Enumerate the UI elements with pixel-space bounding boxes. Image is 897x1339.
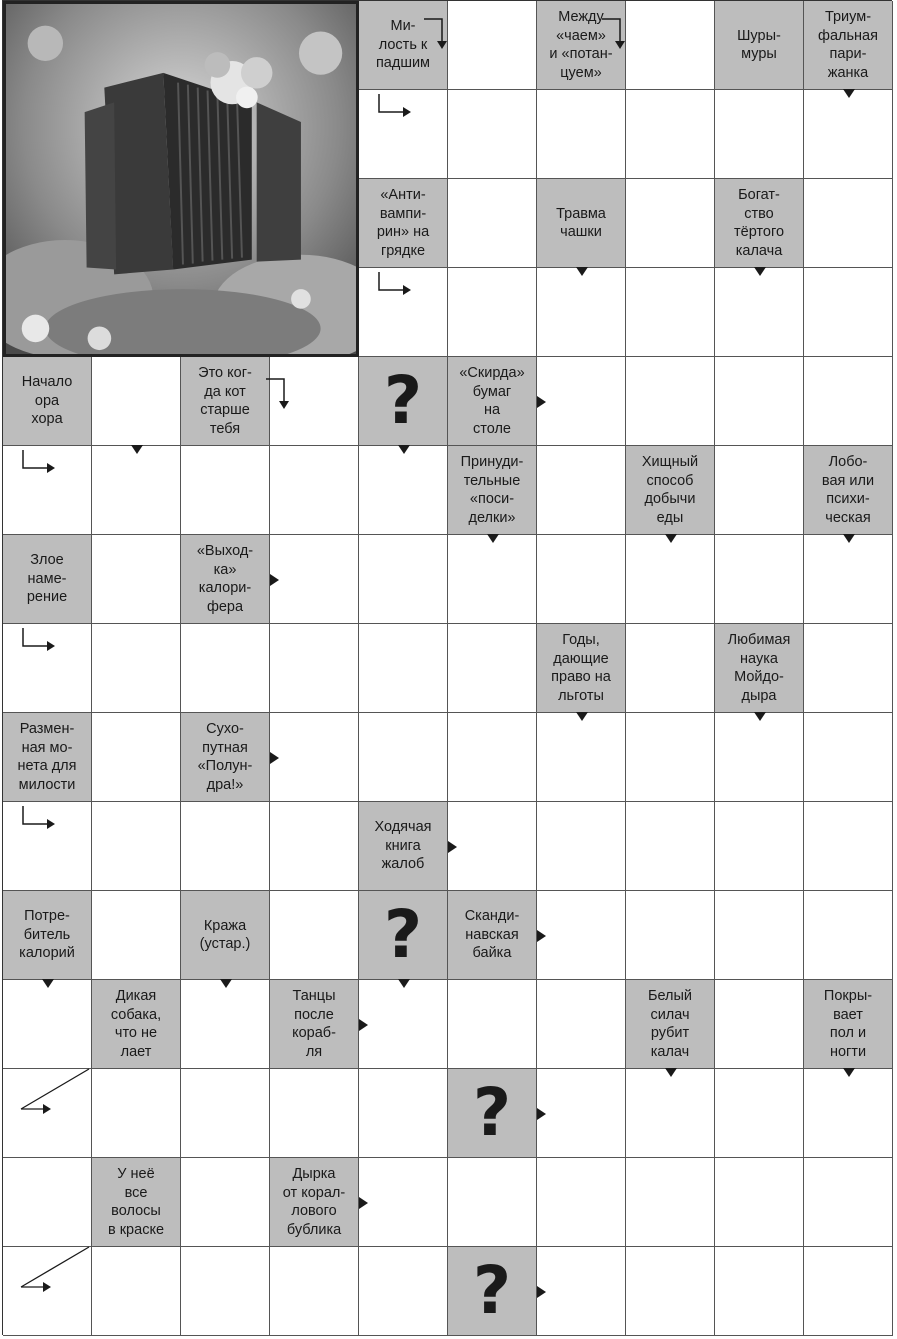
clue-cell-c19 xyxy=(181,713,270,802)
clue-text: Ми- лость к падшим xyxy=(375,18,431,72)
question-mark-icon: ? xyxy=(383,362,423,439)
answer-cell[interactable] xyxy=(3,980,92,1069)
answer-cell[interactable] xyxy=(359,535,448,624)
question-mark-cell xyxy=(359,891,448,980)
answer-cell[interactable] xyxy=(181,802,270,891)
clue-text: Покры- вает пол и ногти xyxy=(823,988,873,1060)
answer-cell[interactable] xyxy=(715,90,804,179)
answer-cell[interactable] xyxy=(181,1158,270,1247)
answer-cell[interactable] xyxy=(715,357,804,446)
bent-arrow-icon xyxy=(377,272,417,312)
answer-cell[interactable] xyxy=(181,1069,270,1158)
clue-text: У неё все волосы в краске xyxy=(107,1166,165,1238)
answer-cell[interactable] xyxy=(626,713,715,802)
down-arrow-icon xyxy=(398,445,410,454)
answer-cell[interactable] xyxy=(448,1158,537,1247)
down-arrow-icon xyxy=(42,979,54,988)
clue-cell-c9 xyxy=(181,357,270,446)
answer-cell[interactable] xyxy=(270,535,359,624)
answer-cell[interactable] xyxy=(537,980,626,1069)
answer-cell[interactable] xyxy=(804,713,893,802)
clue-text: Потре- битель калорий xyxy=(19,908,75,962)
clue-text: Дикая собака, что не лает xyxy=(110,988,162,1060)
clue-cell-c5 xyxy=(359,179,448,268)
right-arrow-icon xyxy=(359,1019,368,1031)
clue-text: Сканди- навская байка xyxy=(464,908,520,962)
clue-text: Начало ора хора xyxy=(21,374,73,428)
answer-cell[interactable] xyxy=(804,90,893,179)
answer-cell[interactable] xyxy=(359,1158,448,1247)
clue-text: Злое наме- рение xyxy=(26,552,68,606)
answer-cell[interactable] xyxy=(270,624,359,713)
down-arrow-icon xyxy=(131,445,143,454)
answer-cell[interactable] xyxy=(537,713,626,802)
answer-cell[interactable] xyxy=(715,1247,804,1336)
answer-cell[interactable] xyxy=(715,535,804,624)
diagonal-arrow-icon xyxy=(19,1069,99,1119)
clue-cell-c25 xyxy=(270,980,359,1069)
bent-arrow-icon xyxy=(21,628,61,668)
down-arrow-icon xyxy=(754,267,766,276)
clue-text: Травма чашки xyxy=(556,205,606,240)
answer-cell[interactable] xyxy=(537,802,626,891)
answer-cell[interactable] xyxy=(359,624,448,713)
bent-arrow-icon xyxy=(377,94,417,134)
answer-cell[interactable] xyxy=(715,1158,804,1247)
answer-cell[interactable] xyxy=(448,90,537,179)
answer-cell[interactable] xyxy=(626,1069,715,1158)
answer-cell[interactable] xyxy=(537,891,626,980)
clue-cell-c14 xyxy=(3,535,92,624)
clue-text: Шуры- муры xyxy=(737,27,781,62)
question-mark-icon: ? xyxy=(472,1074,512,1151)
answer-cell[interactable] xyxy=(359,980,448,1069)
clue-text: Это ког- да кот старше тебя xyxy=(198,365,252,437)
clue-cell-c24 xyxy=(92,980,181,1069)
clue-cell-c28 xyxy=(92,1158,181,1247)
down-arrow-icon xyxy=(398,979,410,988)
clue-cell-c20 xyxy=(359,802,448,891)
clue-text: Размен- ная мо- нета для милости xyxy=(17,721,77,793)
answer-cell[interactable] xyxy=(270,802,359,891)
clue-text: Танцы после кораб- ля xyxy=(292,988,336,1060)
down-arrow-icon xyxy=(843,1068,855,1077)
clue-cell-c6 xyxy=(537,179,626,268)
answer-cell[interactable] xyxy=(181,1247,270,1336)
right-arrow-icon xyxy=(359,1197,368,1209)
clue-cell-c4 xyxy=(804,1,893,90)
clue-text: Кража (устар.) xyxy=(199,917,251,952)
right-arrow-icon xyxy=(537,1286,546,1298)
clue-text: Ходячая книга жалоб xyxy=(374,819,432,873)
answer-cell[interactable] xyxy=(537,268,626,357)
answer-cell[interactable] xyxy=(715,1069,804,1158)
answer-cell[interactable] xyxy=(804,891,893,980)
answer-cell[interactable] xyxy=(626,624,715,713)
clue-text: Между «чаем» и «потан- цуем» xyxy=(549,9,613,81)
answer-cell[interactable] xyxy=(804,535,893,624)
answer-cell[interactable] xyxy=(448,980,537,1069)
clue-cell-c10 xyxy=(448,357,537,446)
answer-cell[interactable] xyxy=(626,179,715,268)
clue-text: Любимая наука Мойдо- дыра xyxy=(727,632,791,704)
answer-cell[interactable] xyxy=(92,535,181,624)
right-arrow-icon xyxy=(270,574,279,586)
answer-cell[interactable] xyxy=(804,1069,893,1158)
diagonal-arrow-icon xyxy=(19,1247,99,1297)
answer-cell[interactable] xyxy=(804,268,893,357)
question-mark-cell xyxy=(448,1247,537,1336)
clue-text: Хищный способ добычи еды xyxy=(641,454,699,526)
answer-cell[interactable] xyxy=(804,802,893,891)
answer-cell[interactable] xyxy=(448,624,537,713)
clue-cell-c3 xyxy=(715,1,804,90)
clue-text: Сухо- путная «Полун- дра!» xyxy=(197,721,253,793)
answer-cell[interactable] xyxy=(626,357,715,446)
answer-cell[interactable] xyxy=(715,891,804,980)
right-arrow-icon xyxy=(448,841,457,853)
answer-cell[interactable] xyxy=(626,1158,715,1247)
answer-cell[interactable] xyxy=(448,179,537,268)
clue-cell-c17 xyxy=(715,624,804,713)
bent-arrow-icon xyxy=(21,806,61,846)
answer-cell[interactable] xyxy=(92,1247,181,1336)
answer-cell[interactable] xyxy=(448,535,537,624)
down-arrow-icon xyxy=(487,534,499,543)
answer-cell[interactable] xyxy=(715,980,804,1069)
clue-text: «Скирда» бумаг на столе xyxy=(459,365,525,437)
clue-text: «Анти- вампи- рин» на грядке xyxy=(376,187,430,259)
answer-cell[interactable] xyxy=(270,1247,359,1336)
answer-cell[interactable] xyxy=(804,1158,893,1247)
answer-cell[interactable] xyxy=(270,446,359,535)
question-mark-cell xyxy=(448,1069,537,1158)
down-arrow-icon xyxy=(665,534,677,543)
answer-cell[interactable] xyxy=(359,713,448,802)
down-arrow-icon xyxy=(576,712,588,721)
answer-cell[interactable] xyxy=(270,891,359,980)
clue-cell-c11 xyxy=(448,446,537,535)
answer-cell[interactable] xyxy=(626,802,715,891)
clue-cell-c26 xyxy=(626,980,715,1069)
clue-text: Богат- ство тёртого калача xyxy=(733,187,785,259)
answer-cell[interactable] xyxy=(804,624,893,713)
answer-cell[interactable] xyxy=(270,1069,359,1158)
answer-cell[interactable] xyxy=(626,535,715,624)
question-mark-icon: ? xyxy=(383,896,423,973)
answer-cell[interactable] xyxy=(92,624,181,713)
answer-cell[interactable] xyxy=(448,802,537,891)
right-arrow-icon xyxy=(270,752,279,764)
right-arrow-icon xyxy=(537,1108,546,1120)
answer-cell[interactable] xyxy=(92,1069,181,1158)
accordion-photo xyxy=(3,1,359,357)
answer-cell[interactable] xyxy=(3,1158,92,1247)
clue-cell-c7 xyxy=(715,179,804,268)
answer-cell[interactable] xyxy=(537,1069,626,1158)
answer-cell[interactable] xyxy=(359,446,448,535)
down-arrow-icon xyxy=(754,712,766,721)
answer-cell[interactable] xyxy=(626,891,715,980)
clue-cell-c22 xyxy=(181,891,270,980)
clue-cell-c8 xyxy=(3,357,92,446)
down-arrow-icon xyxy=(576,267,588,276)
down-arrow-icon xyxy=(843,89,855,98)
answer-cell[interactable] xyxy=(715,268,804,357)
answer-cell[interactable] xyxy=(92,891,181,980)
clue-text: Годы, дающие право на льготы xyxy=(551,632,611,704)
answer-cell[interactable] xyxy=(537,535,626,624)
bent-arrow-icon xyxy=(602,17,642,57)
clue-cell-c29 xyxy=(270,1158,359,1247)
answer-cell[interactable] xyxy=(537,1158,626,1247)
answer-cell[interactable] xyxy=(537,90,626,179)
answer-cell[interactable] xyxy=(537,446,626,535)
clue-cell-c13 xyxy=(804,446,893,535)
down-arrow-icon xyxy=(665,1068,677,1077)
answer-cell[interactable] xyxy=(448,713,537,802)
clue-cell-c15 xyxy=(181,535,270,624)
answer-cell[interactable] xyxy=(715,802,804,891)
down-arrow-icon xyxy=(843,534,855,543)
answer-cell[interactable] xyxy=(537,1247,626,1336)
accordion-illustration xyxy=(6,4,356,354)
clue-cell-c27 xyxy=(804,980,893,1069)
answer-cell[interactable] xyxy=(448,268,537,357)
clue-text: Принуди- тельные «поси- делки» xyxy=(460,454,524,526)
clue-cell-c21 xyxy=(3,891,92,980)
answer-cell[interactable] xyxy=(626,268,715,357)
answer-cell[interactable] xyxy=(359,1069,448,1158)
scanword-grid xyxy=(2,0,892,1335)
answer-cell[interactable] xyxy=(537,357,626,446)
bent-arrow-icon xyxy=(21,450,61,490)
clue-text: Лобо- вая или психи- ческая xyxy=(821,454,875,526)
clue-cell-c12 xyxy=(626,446,715,535)
answer-cell[interactable] xyxy=(804,1247,893,1336)
question-mark-cell xyxy=(359,357,448,446)
clue-cell-c16 xyxy=(537,624,626,713)
clue-cell-c23 xyxy=(448,891,537,980)
down-arrow-icon xyxy=(220,979,232,988)
bent-arrow-icon xyxy=(424,17,464,57)
right-arrow-icon xyxy=(537,930,546,942)
answer-cell[interactable] xyxy=(270,713,359,802)
clue-text: Белый силач рубит калач xyxy=(647,988,693,1060)
answer-cell[interactable] xyxy=(181,980,270,1069)
answer-cell[interactable] xyxy=(92,357,181,446)
answer-cell[interactable] xyxy=(626,1247,715,1336)
answer-cell[interactable] xyxy=(626,90,715,179)
answer-cell[interactable] xyxy=(359,1247,448,1336)
clue-text: Дырка от корал- лового бублика xyxy=(282,1166,346,1238)
answer-cell[interactable] xyxy=(92,713,181,802)
answer-cell[interactable] xyxy=(715,713,804,802)
answer-cell[interactable] xyxy=(715,446,804,535)
clue-text: Триум- фальная пари- жанка xyxy=(818,9,878,81)
question-mark-icon: ? xyxy=(472,1252,512,1329)
clue-cell-c18 xyxy=(3,713,92,802)
answer-cell[interactable] xyxy=(804,179,893,268)
clue-text: «Выход- ка» калори- фера xyxy=(196,543,254,615)
answer-cell[interactable] xyxy=(804,357,893,446)
answer-cell[interactable] xyxy=(181,624,270,713)
answer-cell[interactable] xyxy=(181,446,270,535)
answer-cell[interactable] xyxy=(92,802,181,891)
bent-arrow-icon xyxy=(266,377,306,417)
right-arrow-icon xyxy=(537,396,546,408)
answer-cell[interactable] xyxy=(92,446,181,535)
